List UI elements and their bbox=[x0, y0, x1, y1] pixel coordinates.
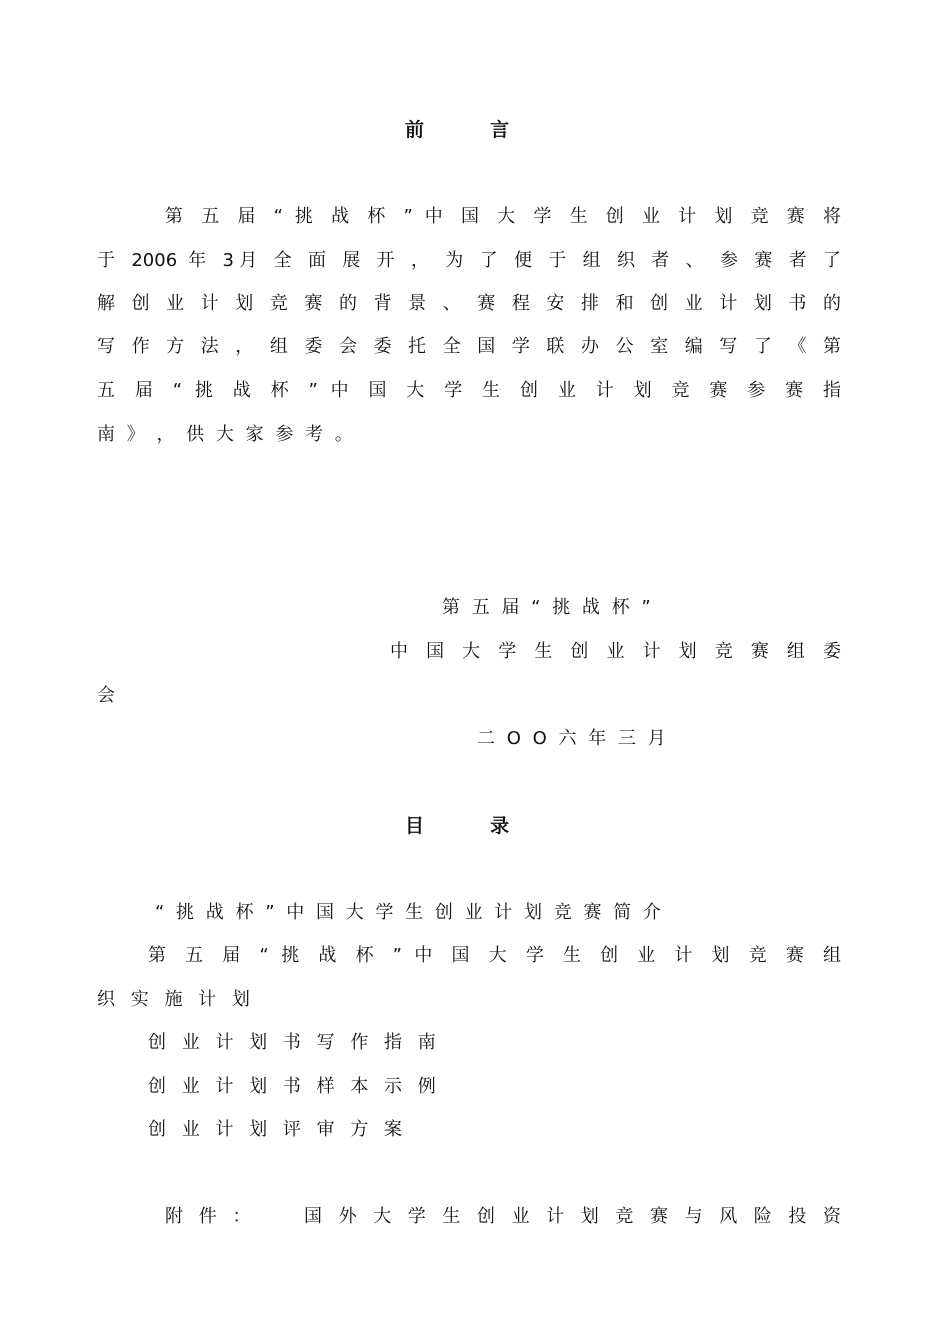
preface-line-3: 解 创 业 计 划 竞 赛 的 背 景 、 赛 程 安 排 和 创 业 计 划 书 的 bbox=[97, 293, 841, 314]
toc-item-2b: 织 实 施 计 划 bbox=[97, 989, 250, 1010]
appendix-label: 附 件 ： bbox=[165, 1206, 251, 1227]
preface-line-4: 写 作 方 法 ， 组 委 会 委 托 全 国 学 联 办 公 室 编 写 了 《 第 bbox=[97, 336, 841, 357]
toc-title: 目 录 bbox=[405, 815, 510, 837]
preface-line-6: 南 》 ， 供 大 家 参 考 。 bbox=[97, 424, 353, 445]
signature-line-1: 第 五 届 “ 挑 战 杯 ” bbox=[442, 597, 651, 618]
signature-date: 二 O O 六 年 三 月 bbox=[477, 728, 666, 749]
preface-title: 前 言 bbox=[405, 119, 510, 141]
signature-line-3: 会 bbox=[97, 685, 115, 706]
signature-line-2: 中 国 大 学 生 创 业 计 划 竞 赛 组 委 bbox=[390, 641, 841, 662]
toc-item-4: 创 业 计 划 书 样 本 示 例 bbox=[148, 1076, 436, 1097]
toc-item-2a: 第 五 届 “ 挑 战 杯 ” 中 国 大 学 生 创 业 计 划 竞 赛 组 bbox=[148, 945, 841, 966]
preface-line-2: 于 2006 年 3月 全 面 展 开 ， 为 了 便 于 组 织 者 、 参 赛 者 了 bbox=[97, 250, 841, 271]
toc-item-5: 创 业 计 划 评 审 方 案 bbox=[148, 1119, 403, 1140]
toc-item-1: “ 挑 战 杯 ” 中 国 大 学 生 创 业 计 划 竞 赛 简 介 bbox=[155, 902, 661, 923]
appendix-text: 国 外 大 学 生 创 业 计 划 竞 赛 与 风 险 投 资 bbox=[304, 1206, 841, 1227]
preface-line-5: 五 届 “ 挑 战 杯 ” 中 国 大 学 生 创 业 计 划 竞 赛 参 赛 指 bbox=[97, 380, 841, 401]
preface-line-1: 第 五 届 “ 挑 战 杯 ” 中 国 大 学 生 创 业 计 划 竞 赛 将 bbox=[165, 206, 841, 227]
toc-item-3: 创 业 计 划 书 写 作 指 南 bbox=[148, 1032, 436, 1053]
